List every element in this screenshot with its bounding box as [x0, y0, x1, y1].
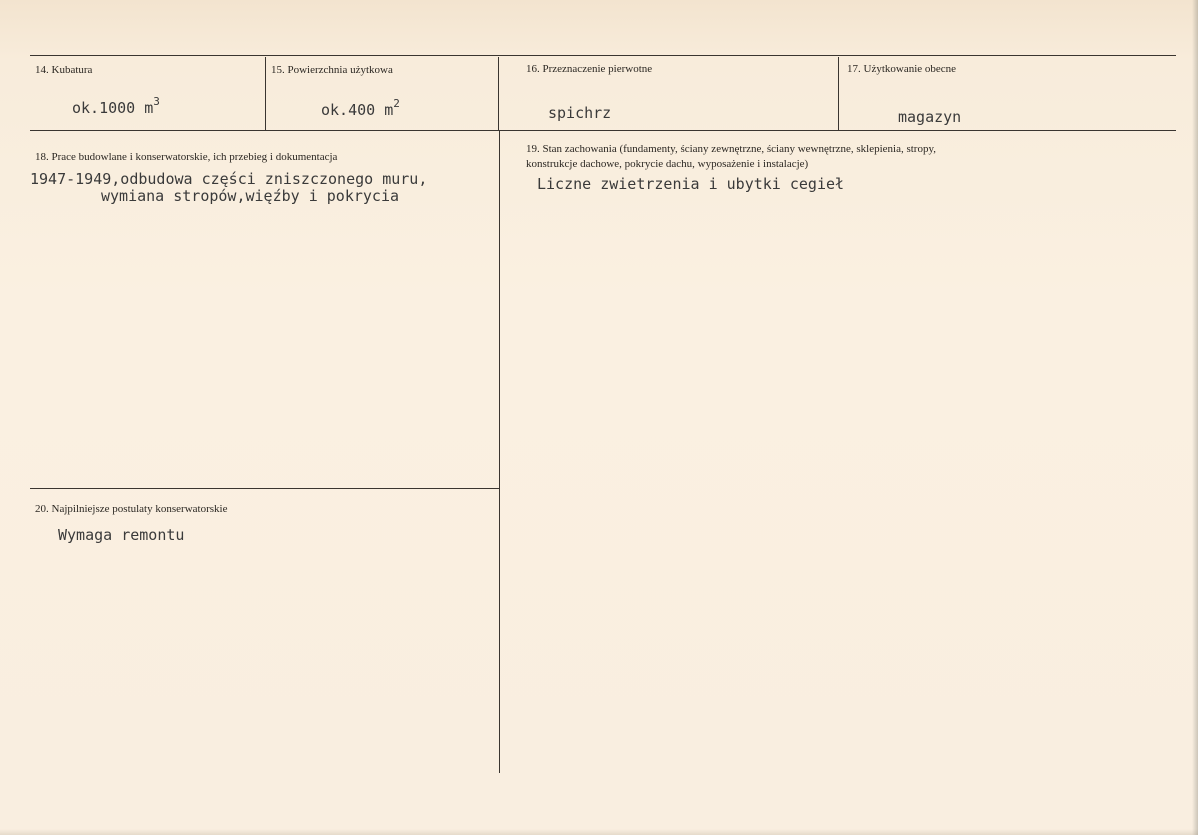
field-14-value-text: ok.1000 m [72, 99, 154, 117]
field-15-label: 15. Powierzchnia użytkowa [271, 64, 393, 76]
col-divider-14-15 [265, 57, 266, 130]
field-16-label: 16. Przeznaczenie pierwotne [526, 63, 653, 75]
field-17-value: magazyn [898, 108, 962, 126]
field-14-label: 14. Kubatura [35, 64, 93, 76]
field-18-line-1: 1947-1949,odbudowa części zniszczonego muru, [30, 170, 428, 188]
field-14-value [72, 95, 160, 117]
field-19-label-line-2: konstrukcje dachowe, pokrycie dachu, wyposażenie i instalacje) [526, 158, 809, 170]
field-14-unit-exponent: 3 [153, 95, 160, 108]
field-16-value: spichrz [548, 104, 612, 122]
field-15-value-text: ok.400 m [321, 101, 394, 119]
field-19-label-line-1: 19. Stan zachowania (fundamenty, ściany zewnętrzne, ściany wewnętrzne, sklepienia, stropy, [526, 143, 937, 155]
field-17-label: 17. Użytkowanie obecne [847, 63, 957, 75]
paper-edge-right [1192, 0, 1198, 835]
col-divider-15-16 [498, 57, 499, 130]
field-18-label: 18. Prace budowlane i konserwatorskie, ich przebieg i dokumentacja [35, 151, 338, 163]
top-rule [30, 55, 1176, 56]
field-15-unit-exponent: 2 [393, 97, 400, 110]
field-19-value: Liczne zwietrzenia i ubytki cegieł [537, 175, 845, 193]
field-15-value [321, 97, 400, 119]
row1-bottom-rule [30, 130, 1176, 131]
paper-edge-bottom [0, 829, 1198, 835]
box18-bottom-rule [30, 488, 499, 489]
field-18-line-2: wymiana stropów,więźby i pokrycia [101, 187, 400, 205]
field-20-value: Wymaga remontu [58, 526, 185, 544]
col-divider-16-17 [838, 57, 839, 130]
field-20-label: 20. Najpilniejsze postulaty konserwatorskie [35, 503, 228, 515]
main-vertical-divider [499, 131, 500, 773]
